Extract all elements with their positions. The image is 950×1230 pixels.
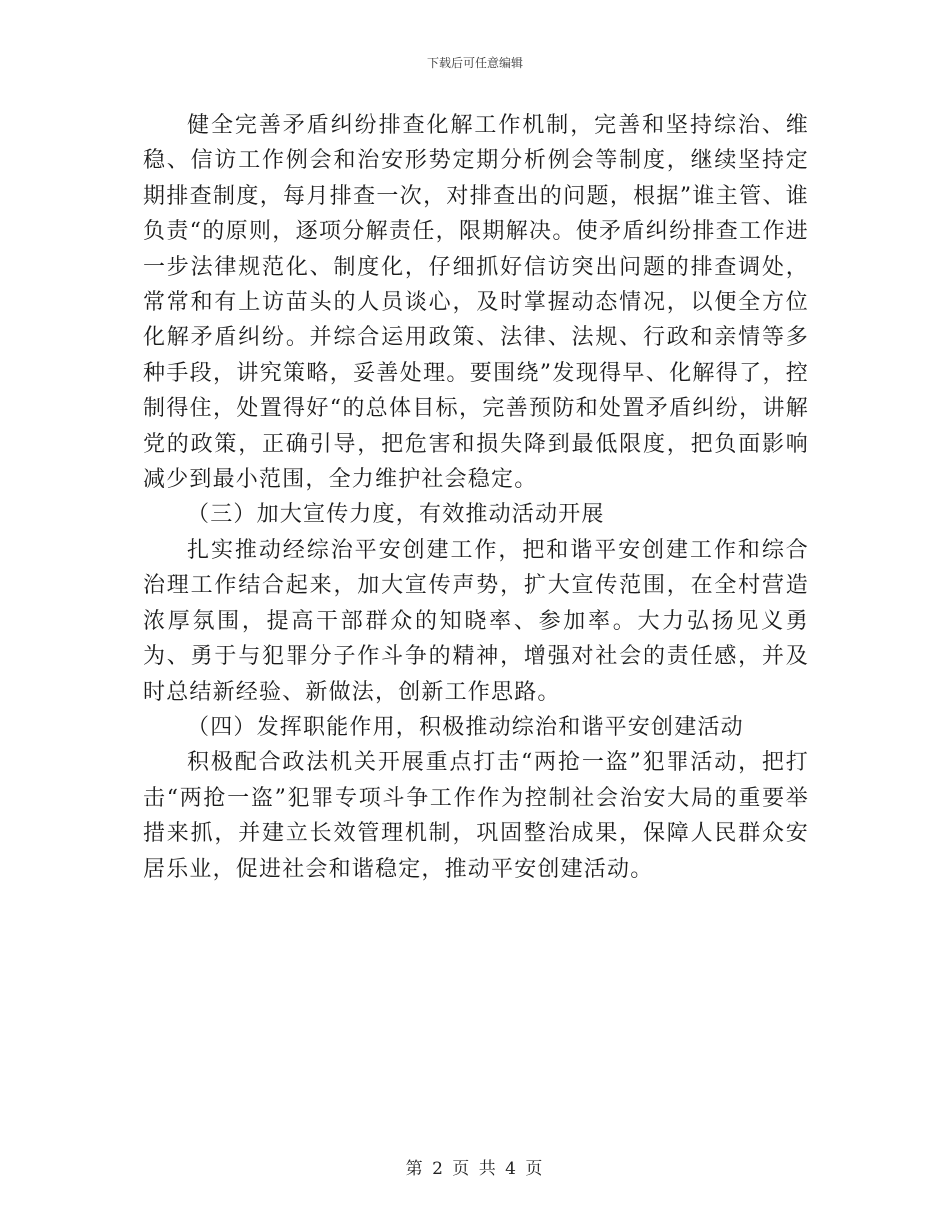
paragraph-dispute-mechanism: 健全完善矛盾纠纷排查化解工作机制，完善和坚持综治、维稳、信访工作例会和治安形势定期分析例会等制度，继续坚持定期排查制度，每月排查一次，对排查出的问题，根据”谁主管、谁负责“的原则，逐项分解责任，限期解决。使矛盾纠纷排查工作进一步法律规范化、制度化，仔细抓好信访突出问题的排查调处，常常和有上访苗头的人员谈心，及时掌握动态情况，以便全方位化解矛盾纠纷。并综合运用政策、法律、法规、行政和亲情等多种手段，讲究策略，妥善处理。要围绕”发现得早、化解得了，控制得住，处置得好“的总体目标，完善预防和处置矛盾纠纷，讲解党的政策，正确引导，把危害和损失降到最低限度，把负面影响减少到最小范围，全力维护社会稳定。 <box>143 113 809 493</box>
page-number: 第 2 页 共 4 页 <box>405 1159 545 1179</box>
section-heading-3: （三）加大宣传力度，有效推动活动开展 <box>187 502 605 528</box>
document-body <box>143 108 809 887</box>
section-heading-4: （四）发挥职能作用，积极推动综治和谐平安创建活动 <box>187 714 744 740</box>
paragraph-crackdown: 积极配合政法机关开展重点打击“两抢一盗”犯罪活动，把打击“两抢一盗”犯罪专项斗争工作作为控制社会治安大局的重要举措来抓，并建立长效管理机制，巩固整治成果，保障人民群众安居乐业，促进社会和谐稳定，推动平安创建活动。 <box>143 750 809 882</box>
page-header: 下载后可任意编辑 <box>426 56 523 70</box>
paragraph-publicity: 扎实推动经综治平安创建工作，把和谐平安创建工作和综合治理工作结合起来，加大宣传声势，扩大宣传范围，在全村营造浓厚氛围，提高干部群众的知晓率、参加率。大力弘扬见义勇为、勇于与犯罪分子作斗争的精神，增强对社会的责任感，并及时总结新经验、新做法，创新工作思路。 <box>143 537 809 705</box>
